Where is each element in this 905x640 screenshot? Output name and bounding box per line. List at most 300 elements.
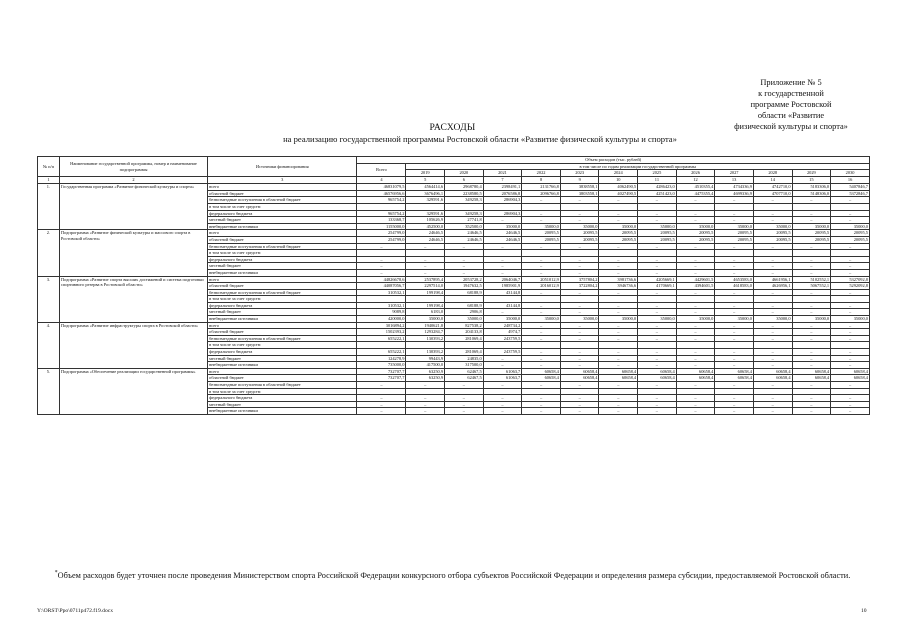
funding-source: федерального бюджета [208,302,357,309]
value-cell: – [753,309,792,316]
funding-source: всего [208,230,357,237]
value-cell [357,296,406,303]
value-cell: – [792,401,831,408]
value-cell: – [715,362,754,369]
value-cell: – [357,395,406,402]
funding-source: местный бюджет [208,355,357,362]
col-number: 12 [676,177,715,184]
funding-source: внебюджетные источники [208,362,357,369]
value-cell: – [638,256,677,263]
value-cell: – [638,362,677,369]
value-cell: 199198,4 [406,289,445,296]
year-header: 2023 [560,170,599,177]
value-cell: 20095,5 [560,236,599,243]
value-cell: – [792,302,831,309]
page-number: 10 [861,608,867,614]
expenses-table [37,156,870,415]
value-cell: – [753,263,792,270]
value-cell: 3722804,2 [560,283,599,290]
value-cell: – [753,362,792,369]
value-cell [522,296,561,303]
program-name: Государственная программа «Развитие физической культуры и спорта» [59,184,207,230]
value-cell: – [638,401,677,408]
col-head-volume: Объем расходов (тыс. рублей) [357,157,870,164]
value-cell: – [560,401,599,408]
value-cell: 35000,0 [753,223,792,230]
document-subtitle: на реализацию государственной программы Ростовской области «Развитие физической культуры и спорта» [283,134,677,144]
value-cell: – [792,197,831,204]
value-cell [483,296,522,303]
value-cell: – [483,401,522,408]
value-cell: 452500,0 [406,223,445,230]
value-cell: 5327092,8 [831,276,870,283]
table-row [38,230,870,237]
value-cell [792,388,831,395]
value-cell: 24835,0 [445,355,484,362]
value-cell: 20095,5 [792,236,831,243]
value-cell: 3803558,1 [560,190,599,197]
value-cell: – [560,309,599,316]
value-cell: 133368,7 [357,217,406,224]
value-cell: 130393,2 [406,349,445,356]
value-cell: 63250,9 [406,368,445,375]
value-cell: – [560,302,599,309]
value-cell [560,342,599,349]
value-cell [445,296,484,303]
value-cell: 60658,4 [560,375,599,382]
footnote-text: Объем расходов будет уточнен после проведения Министерством спорта Российской Федерации конкурсного отбора субъектов Российской Федерации и определения размера субсидии, предоставляемой Ростовской области. [57,570,851,580]
value-cell: – [599,210,638,217]
value-cell: 735000,0 [357,362,406,369]
value-cell: 243759,5 [483,335,522,342]
value-cell [676,203,715,210]
value-cell: – [445,408,484,415]
year-header: 2024 [599,170,638,177]
value-cell: – [599,382,638,389]
value-cell [560,203,599,210]
value-cell: 24646,5 [445,230,484,237]
value-cell: – [715,335,754,342]
value-cell: – [792,289,831,296]
value-cell: 286904,3 [483,210,522,217]
value-cell: 3016894,2 [357,322,406,329]
col-number: 13 [715,177,754,184]
value-cell: – [560,197,599,204]
value-cell: – [676,395,715,402]
value-cell: – [831,263,870,270]
program-name: Подпрограмма «Развитие инфраструктуры спорта в Ростовской области» [59,322,207,368]
value-cell [753,388,792,395]
value-cell: – [792,349,831,356]
value-cell: 44087056,7 [357,283,406,290]
value-cell: – [599,322,638,329]
value-cell: – [560,355,599,362]
funding-source: областной бюджет [208,375,357,382]
value-cell [357,250,406,257]
value-cell: 35000,0 [715,316,754,323]
value-cell: – [753,355,792,362]
value-cell: – [676,256,715,263]
value-cell: 20095,5 [792,230,831,237]
value-cell: 44826678,6 [357,276,406,283]
value-cell [357,388,406,395]
value-cell: – [406,401,445,408]
value-cell: 35000,0 [522,316,561,323]
funding-source: местный бюджет [208,309,357,316]
value-cell [831,388,870,395]
value-cell: 62467,5 [445,375,484,382]
value-cell: – [560,408,599,415]
value-cell [599,250,638,257]
value-cell: 417500,0 [406,362,445,369]
value-cell: 655222,1 [357,349,406,356]
value-cell [638,342,677,349]
file-path: Y:\ORST\Ppo\0711p472.f19.docx [37,608,114,614]
table-row [38,368,870,375]
value-cell: 310532,1 [357,289,406,296]
value-cell: – [676,322,715,329]
value-cell: – [406,408,445,415]
value-cell: 3757804,2 [560,276,599,283]
value-cell: 5102552,1 [792,276,831,283]
col-number: 14 [753,177,792,184]
value-cell: – [445,269,484,276]
value-cell [753,250,792,257]
value-cell: – [599,269,638,276]
value-cell: 20095,5 [599,230,638,237]
value-cell: – [792,335,831,342]
value-cell: – [357,256,406,263]
value-cell: 20095,5 [715,230,754,237]
value-cell [599,342,638,349]
value-cell: – [676,408,715,415]
value-cell: – [445,263,484,270]
value-cell: – [676,243,715,250]
value-cell: 35000,0 [638,223,677,230]
col-number: 2 [59,177,207,184]
value-cell: 4394601,5 [676,283,715,290]
value-cell: 20095,5 [831,236,870,243]
value-cell: – [522,269,561,276]
value-cell: – [753,302,792,309]
value-cell: – [753,349,792,356]
program-name: Подпрограмма «Развитие спорта высших достижений и система подготовки спортивного резерва в Ростовской области» [59,276,207,322]
value-cell: 1502393,2 [357,329,406,336]
value-cell: – [522,329,561,336]
value-cell: 24646,5 [406,230,445,237]
value-cell: 352500,0 [445,223,484,230]
value-cell: 5407846,7 [831,184,870,191]
value-cell: – [753,217,792,224]
value-cell: 4286423,0 [638,184,677,191]
value-cell: 43144,8 [483,289,522,296]
funding-source: безвозмездные поступления в областной бюджет [208,243,357,250]
value-cell: 35000,0 [483,223,522,230]
funding-source: областной бюджет [208,190,357,197]
value-cell: – [792,217,831,224]
value-cell: – [676,349,715,356]
value-cell: – [715,322,754,329]
value-cell: – [831,349,870,356]
value-cell: 4974,7 [483,329,522,336]
value-cell: 1985901,9 [483,283,522,290]
col-number: 11 [638,177,677,184]
funding-source: в том числе за счет средств: [208,203,357,210]
value-cell [792,203,831,210]
value-cell: – [676,309,715,316]
value-cell: – [792,256,831,263]
funding-source: федерального бюджета [208,349,357,356]
value-cell: 3838558,1 [560,184,599,191]
funding-source: внебюджетные источники [208,316,357,323]
value-cell [483,342,522,349]
value-cell: – [831,335,870,342]
year-header: 2030 [831,170,870,177]
value-cell: 27741,8 [445,217,484,224]
value-cell: – [638,322,677,329]
col-number: 3 [208,177,357,184]
program-name: Подпрограмма «Развитие физической культуры и массового спорта в Ростовской области» [59,230,207,276]
value-cell: 35000,0 [676,223,715,230]
funding-source: безвозмездные поступления в областной бюджет [208,289,357,296]
value-cell: – [753,382,792,389]
col-number: 5 [406,177,445,184]
funding-source: областной бюджет [208,283,357,290]
funding-source: федерального бюджета [208,395,357,402]
col-number: 10 [599,177,638,184]
value-cell: – [715,256,754,263]
value-cell: – [599,395,638,402]
value-cell: – [753,243,792,250]
year-header: 2021 [483,170,522,177]
value-cell: – [831,289,870,296]
value-cell [715,250,754,257]
col-number: 1 [38,177,60,184]
value-cell [599,388,638,395]
value-cell: 60658,4 [599,375,638,382]
value-cell: – [676,335,715,342]
value-cell: – [560,269,599,276]
value-cell: – [715,269,754,276]
value-cell: 329591,6 [406,197,445,204]
value-cell: 20095,5 [753,230,792,237]
value-cell: 3676496,1 [406,190,445,197]
value-cell: – [638,210,677,217]
value-cell: 35000,0 [715,223,754,230]
value-cell: – [715,302,754,309]
value-cell: – [753,269,792,276]
value-cell: – [406,256,445,263]
value-cell: 43144,8 [483,302,522,309]
row-number: 3. [38,276,60,322]
value-cell: – [831,302,870,309]
value-cell [831,250,870,257]
value-cell: 46576956,6 [357,190,406,197]
value-cell: – [560,322,599,329]
value-cell: 24646,5 [406,236,445,243]
value-cell: – [445,401,484,408]
value-cell: – [638,217,677,224]
value-cell: 62467,5 [445,368,484,375]
value-cell: 68188,9 [445,289,484,296]
value-cell: – [638,243,677,250]
value-cell: – [406,395,445,402]
value-cell: – [560,289,599,296]
value-cell: 732707,7 [357,375,406,382]
value-cell: 9089,8 [357,309,406,316]
value-cell [753,296,792,303]
value-cell: – [522,197,561,204]
document-title: РАСХОДЫ [429,122,476,133]
funding-source: в том числе за счет средств: [208,250,357,257]
value-cell: – [676,289,715,296]
value-cell: – [676,302,715,309]
value-cell: 5183306,0 [792,184,831,191]
value-cell: – [483,256,522,263]
value-cell [831,203,870,210]
value-cell: – [676,210,715,217]
value-cell: 35000,0 [792,316,831,323]
value-cell: – [831,395,870,402]
value-cell: 965754,2 [357,197,406,204]
row-number: 5. [38,368,60,414]
value-cell: – [483,382,522,389]
value-cell: 35000,0 [522,223,561,230]
value-cell: 254799,0 [357,236,406,243]
value-cell [560,296,599,303]
value-cell: – [676,329,715,336]
value-cell: 60658,4 [560,368,599,375]
year-header: 2028 [753,170,792,177]
value-cell: – [599,256,638,263]
value-cell: – [522,395,561,402]
value-cell: – [715,243,754,250]
value-cell: – [753,197,792,204]
value-cell [715,203,754,210]
value-cell [445,250,484,257]
value-cell: 4699336,9 [715,190,754,197]
value-cell: – [560,256,599,263]
value-cell: 60658,4 [831,375,870,382]
value-cell: 35000,0 [445,316,484,323]
value-cell: 24646,5 [483,230,522,237]
value-cell: – [483,217,522,224]
value-cell: – [522,256,561,263]
value-cell: 204133,8 [445,329,484,336]
value-cell: 60658,4 [715,368,754,375]
value-cell: – [792,210,831,217]
value-cell: 4170669,1 [638,283,677,290]
value-cell: 20095,5 [599,236,638,243]
value-cell: – [599,197,638,204]
value-cell: – [831,217,870,224]
value-cell: – [831,309,870,316]
value-cell [676,388,715,395]
value-cell: 105626,9 [406,217,445,224]
value-cell: 4205669,1 [638,276,677,283]
value-cell: – [715,355,754,362]
value-cell: – [676,382,715,389]
value-cell: – [599,302,638,309]
value-cell: – [715,401,754,408]
value-cell: – [715,329,754,336]
value-cell: – [638,329,677,336]
value-cell: 3946736,6 [599,283,638,290]
value-cell: 243759,5 [483,349,522,356]
year-header: 2020 [445,170,484,177]
value-cell: 124278,9 [357,355,406,362]
value-cell: 420000,0 [357,316,406,323]
value-cell: 35000,0 [406,316,445,323]
col-number: 15 [792,177,831,184]
row-number: 2. [38,230,60,276]
value-cell: 2131766,8 [522,184,561,191]
value-cell: 35000,0 [599,316,638,323]
value-cell: 248734,2 [483,322,522,329]
value-cell: – [483,355,522,362]
value-cell: – [638,302,677,309]
value-cell: 61063,7 [483,375,522,382]
year-header: 2027 [715,170,754,177]
value-cell: 4429601,5 [676,276,715,283]
value-cell: 20095,5 [522,236,561,243]
value-cell: – [483,269,522,276]
funding-source: безвозмездные поступления в областной бюджет [208,382,357,389]
value-cell: – [638,408,677,415]
value-cell: – [753,401,792,408]
value-cell: – [445,382,484,389]
funding-source: в том числе за счет средств: [208,342,357,349]
value-cell: 827538,2 [445,322,484,329]
value-cell: – [599,355,638,362]
value-cell: 2297514,0 [406,283,445,290]
value-cell: 24646,5 [445,236,484,243]
value-cell: 4062490,5 [599,184,638,191]
appendix-line: области «Развитие [757,111,825,120]
value-cell: 732707,7 [357,368,406,375]
value-cell: – [831,382,870,389]
funding-source: местный бюджет [208,263,357,270]
value-cell [715,342,754,349]
funding-source: всего [208,322,357,329]
value-cell: 349258,3 [445,197,484,204]
value-cell: – [715,263,754,270]
value-cell: 60658,4 [676,375,715,382]
value-cell: – [792,395,831,402]
table-row [38,184,870,191]
value-cell: 2968780,4 [445,184,484,191]
value-cell: 4742710,0 [753,184,792,191]
value-cell: 63250,9 [406,375,445,382]
value-cell: – [831,243,870,250]
value-cell: 1940621,8 [406,322,445,329]
value-cell: – [638,382,677,389]
value-cell: – [753,256,792,263]
value-cell: 4734336,9 [715,184,754,191]
value-cell: 3981736,6 [599,276,638,283]
program-name: Подпрограмма «Обеспечение реализации государственной программы» [59,368,207,414]
value-cell [638,250,677,257]
funding-source: внебюджетные источники [208,223,357,230]
value-cell [753,203,792,210]
value-cell: – [522,382,561,389]
funding-source: областной бюджет [208,329,357,336]
value-cell: – [753,329,792,336]
value-cell: – [522,401,561,408]
value-cell: 199198,4 [406,302,445,309]
value-cell [483,250,522,257]
value-cell [676,250,715,257]
